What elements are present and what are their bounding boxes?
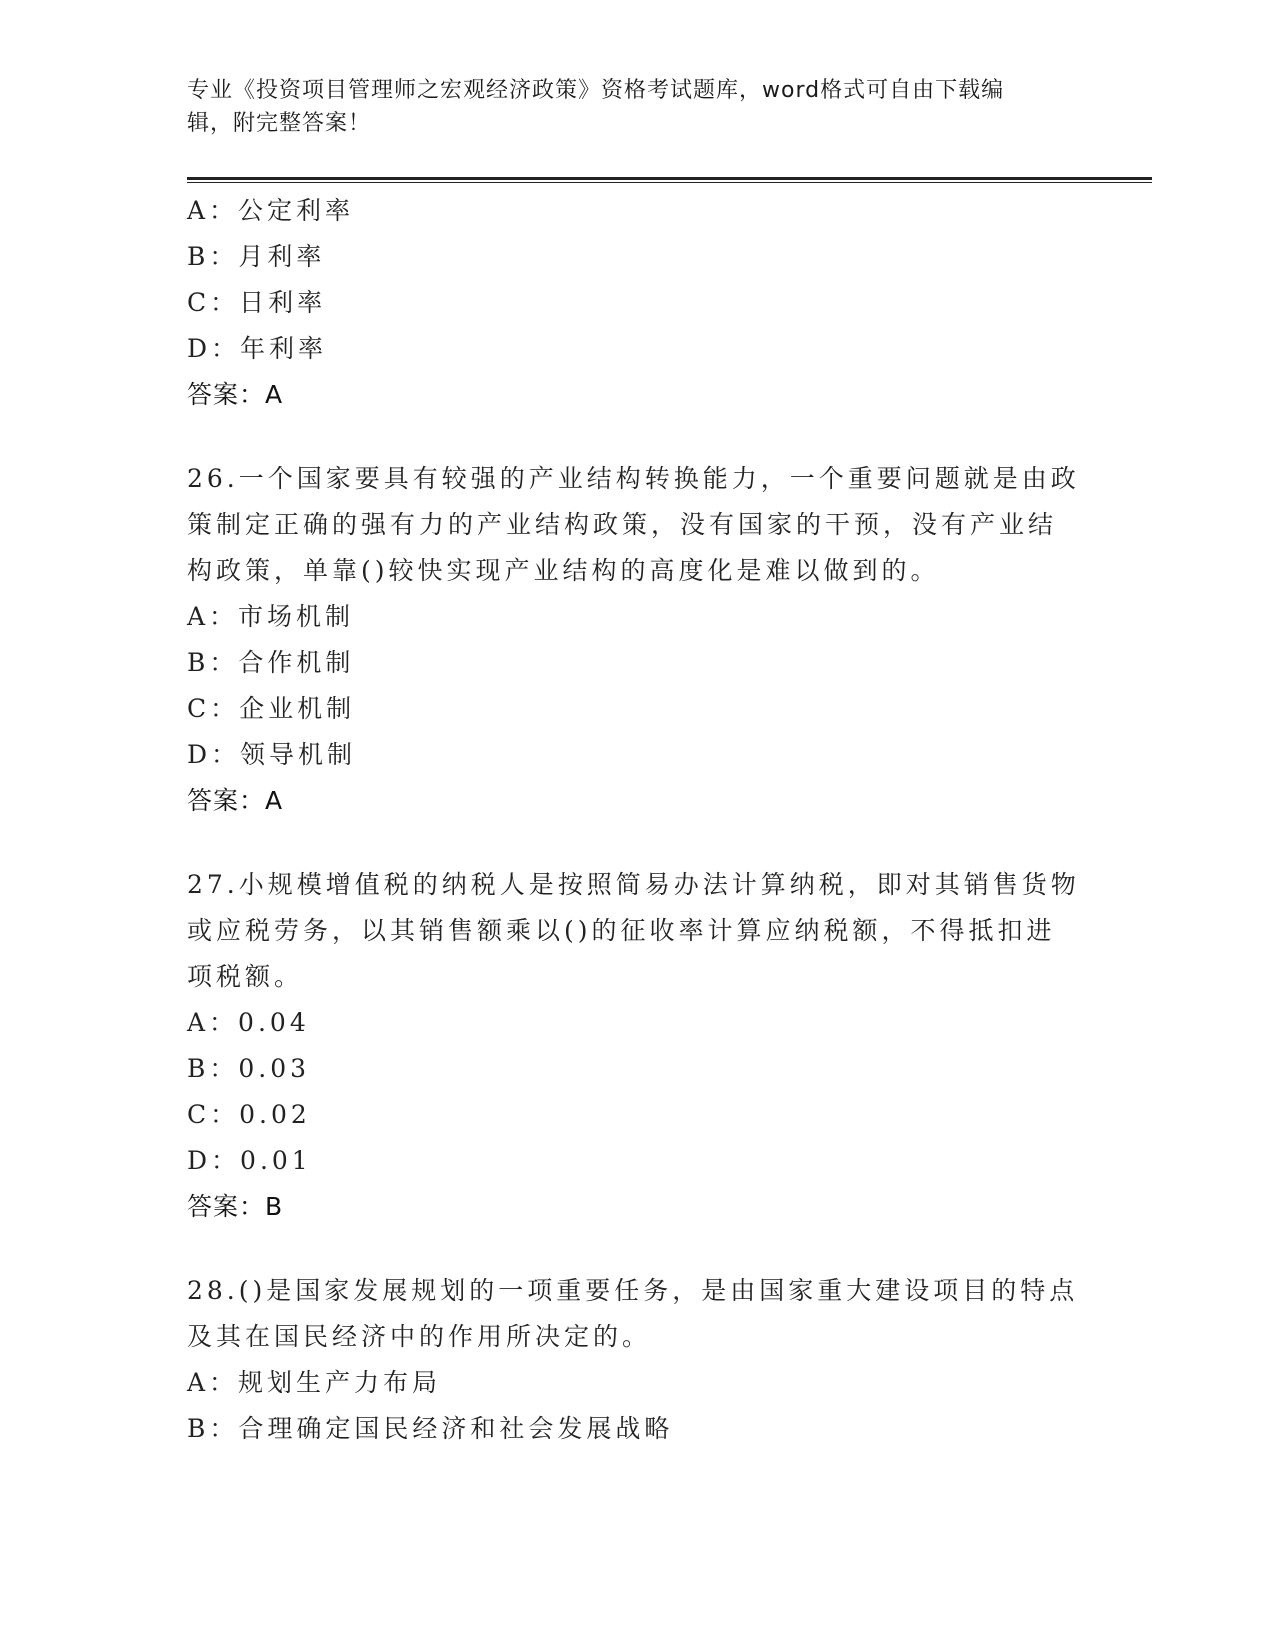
- option-c: C：日利率: [187, 288, 327, 317]
- header-line-2: 辑，附完整答案！: [187, 111, 372, 136]
- question-stem-line: 或应税劳务，以其销售额乘以()的征收率计算应纳税额，不得抵扣进: [187, 916, 1056, 945]
- option-a: A：0.04: [187, 1008, 310, 1037]
- question-stem-line: 项税额。: [187, 962, 304, 991]
- header-rule-thin: [187, 182, 1152, 183]
- option-d: D：年利率: [187, 334, 328, 363]
- question-stem-line: 27.小规模增值税的纳税人是按照简易办法计算纳税，即对其销售货物: [187, 870, 1080, 899]
- question-stem-line: 及其在国民经济中的作用所决定的。: [187, 1322, 652, 1351]
- question-26: [187, 456, 1087, 824]
- option-b: B：0.03: [187, 1054, 311, 1083]
- question-stem-line: 28.()是国家发展规划的一项重要任务，是由国家重大建设项目的特点: [187, 1276, 1079, 1305]
- question-25: [187, 188, 1087, 418]
- option-a: A：公定利率: [187, 196, 355, 225]
- header-rule-thick: [187, 177, 1152, 180]
- answer-line: 答案：A: [187, 380, 284, 409]
- option-c: C：0.02: [187, 1100, 311, 1129]
- question-stem-line: 策制定正确的强有力的产业结构政策，没有国家的干预，没有产业结: [187, 510, 1058, 539]
- answer-line: 答案：A: [187, 786, 284, 815]
- option-c: C：企业机制: [187, 694, 356, 723]
- document-header: [187, 74, 1067, 140]
- question-27: [187, 862, 1087, 1230]
- option-a: A：市场机制: [187, 602, 355, 631]
- option-b: B：合作机制: [187, 648, 355, 677]
- header-line-1: 专业《投资项目管理师之宏观经济政策》资格考试题库，word格式可自由下载编: [187, 78, 1005, 103]
- question-stem-line: 26.一个国家要具有较强的产业结构转换能力，一个重要问题就是由政: [187, 464, 1080, 493]
- option-a: A：规划生产力布局: [187, 1368, 442, 1397]
- answer-line: 答案：B: [187, 1192, 284, 1221]
- question-28: [187, 1268, 1087, 1452]
- question-list: [187, 188, 1087, 1452]
- option-d: D：0.01: [187, 1146, 312, 1175]
- option-d: D：领导机制: [187, 740, 357, 769]
- option-b: B：合理确定国民经济和社会发展战略: [187, 1414, 674, 1443]
- question-stem-line: 构政策，单靠()较快实现产业结构的高度化是难以做到的。: [187, 556, 940, 585]
- option-b: B：月利率: [187, 242, 326, 271]
